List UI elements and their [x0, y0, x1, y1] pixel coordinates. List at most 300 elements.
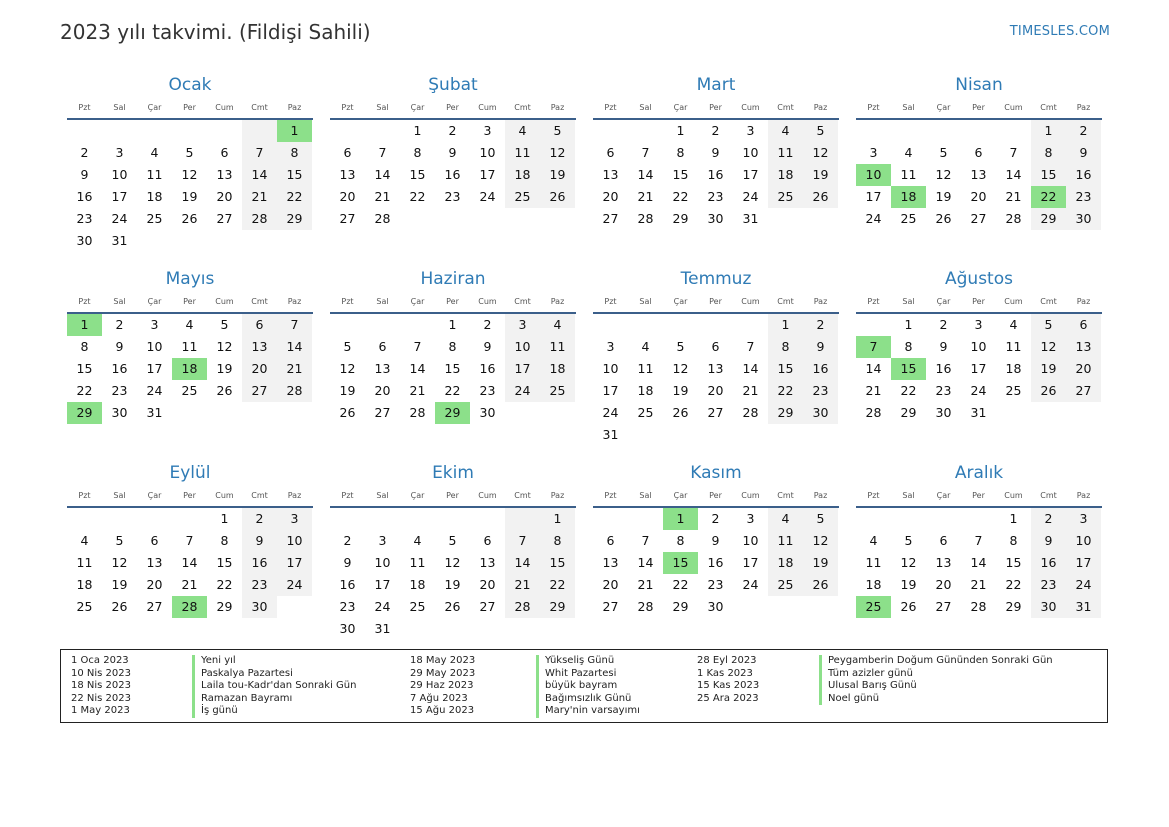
day-cell: 27	[216, 211, 233, 226]
day-cell: 8	[676, 533, 685, 548]
day-cell: 27	[1066, 380, 1101, 402]
day-cell: 18	[865, 577, 882, 592]
day-cell: 8	[1031, 142, 1066, 164]
month-name: Ağustos	[945, 269, 1013, 289]
empty-cell	[172, 508, 207, 530]
day-cell: 22	[768, 380, 803, 402]
month-calendar	[593, 461, 839, 655]
day-cell: 30	[707, 211, 724, 226]
weekday-label: Paz	[550, 103, 565, 112]
weekday-label: Çar	[673, 297, 688, 306]
day-cell: 17	[742, 167, 759, 182]
legend-holiday-name: Noel günü	[819, 693, 879, 706]
day-cell: 24	[479, 189, 496, 204]
weekday-label: Sal	[639, 297, 652, 306]
day-cell: 28	[1005, 211, 1022, 226]
day-cell: 23	[707, 577, 724, 592]
day-cell: 8	[904, 339, 913, 354]
day-cell: 5	[540, 120, 575, 142]
weekday-label: Cum	[1004, 491, 1023, 500]
empty-cell	[698, 314, 733, 336]
weekday-label: Pzt	[867, 103, 880, 112]
day-cell: 10	[505, 336, 540, 358]
weekday-label: Per	[709, 491, 722, 500]
weekday-label: Pzt	[78, 103, 91, 112]
day-cell: 4	[904, 145, 913, 160]
weekday-label: Cum	[741, 297, 760, 306]
day-cell: 19	[803, 164, 838, 186]
legend-holiday-name: Bağımsızlık Günü	[536, 693, 631, 706]
day-cell: 13	[935, 555, 952, 570]
day-cell: 5	[803, 508, 838, 530]
day-cell: 3	[974, 317, 983, 332]
legend-date: 1 Oca 2023	[71, 655, 129, 666]
day-cell: 11	[637, 361, 654, 376]
weekday-header	[67, 97, 313, 120]
empty-cell	[330, 314, 365, 336]
day-cell: 10	[742, 533, 759, 548]
day-cell: 1	[448, 317, 457, 332]
empty-cell	[856, 120, 891, 142]
holiday-day-cell: 1	[67, 314, 102, 336]
day-cell: 14	[742, 361, 759, 376]
weekday-label: Paz	[813, 297, 828, 306]
months-grid	[67, 73, 1102, 655]
day-cell: 27	[602, 599, 619, 614]
day-cell: 15	[277, 164, 312, 186]
day-grid	[67, 314, 313, 424]
day-cell: 31	[1066, 596, 1101, 618]
empty-cell	[365, 120, 400, 142]
day-cell: 1	[904, 317, 913, 332]
day-cell: 25	[76, 599, 93, 614]
weekday-label: Cum	[1004, 103, 1023, 112]
day-cell: 10	[742, 145, 759, 160]
day-cell: 17	[602, 383, 619, 398]
day-cell: 21	[374, 189, 391, 204]
day-cell: 20	[602, 577, 619, 592]
day-cell: 5	[185, 145, 194, 160]
day-cell: 20	[339, 189, 356, 204]
day-cell: 27	[707, 405, 724, 420]
weekday-label: Cum	[741, 491, 760, 500]
day-cell: 30	[707, 599, 724, 614]
weekday-label: Çar	[673, 491, 688, 500]
day-cell: 4	[869, 533, 878, 548]
day-cell: 30	[935, 405, 952, 420]
empty-cell	[628, 314, 663, 336]
day-cell: 2	[1031, 508, 1066, 530]
day-cell: 26	[803, 574, 838, 596]
day-cell: 10	[146, 339, 163, 354]
weekday-label: Cmt	[1040, 103, 1057, 112]
day-cell: 11	[409, 555, 426, 570]
legend-holiday-name: İş günü	[192, 705, 238, 718]
day-cell: 15	[409, 167, 426, 182]
day-cell: 4	[768, 120, 803, 142]
weekday-label: Paz	[1076, 297, 1091, 306]
day-cell: 25	[637, 405, 654, 420]
weekday-label: Cum	[741, 103, 760, 112]
day-cell: 6	[343, 145, 352, 160]
day-cell: 13	[602, 555, 619, 570]
day-cell: 16	[1066, 164, 1101, 186]
day-cell: 18	[540, 358, 575, 380]
day-cell: 20	[374, 383, 391, 398]
weekday-label: Cum	[215, 491, 234, 500]
weekday-label: Çar	[936, 103, 951, 112]
empty-cell	[663, 314, 698, 336]
holiday-day-cell: 25	[856, 596, 891, 618]
weekday-label: Sal	[902, 103, 915, 112]
day-cell: 4	[185, 317, 194, 332]
day-cell: 16	[111, 361, 128, 376]
day-grid	[593, 120, 839, 230]
legend-date: 15 Ağu 2023	[410, 705, 475, 717]
day-cell: 25	[768, 186, 803, 208]
legend-date: 25 Ara 2023	[697, 692, 759, 704]
day-cell: 6	[1066, 314, 1101, 336]
weekday-label: Cmt	[514, 297, 531, 306]
day-cell: 1	[413, 123, 422, 138]
legend-date: 1 Kas 2023	[697, 667, 753, 679]
day-cell: 17	[505, 358, 540, 380]
day-cell: 15	[444, 361, 461, 376]
legend-holiday-name: Ramazan Bayramı	[192, 693, 292, 706]
month-calendar	[856, 73, 1102, 267]
empty-cell	[628, 120, 663, 142]
weekday-label: Sal	[902, 491, 915, 500]
day-cell: 26	[672, 405, 689, 420]
legend-date: 29 May 2023	[410, 667, 476, 679]
weekday-label: Sal	[639, 103, 652, 112]
legend-holiday-name: Peygamberin Doğum Gününden Sonraki Gün	[819, 655, 1053, 668]
day-cell: 13	[374, 361, 391, 376]
empty-cell	[856, 314, 891, 336]
day-cell: 6	[150, 533, 159, 548]
weekday-label: Cmt	[777, 103, 794, 112]
day-cell: 30	[803, 402, 838, 424]
weekday-label: Per	[446, 297, 459, 306]
day-cell: 27	[970, 211, 987, 226]
month-name: Kasım	[690, 463, 742, 483]
empty-cell	[67, 508, 102, 530]
day-cell: 13	[707, 361, 724, 376]
day-cell: 22	[76, 383, 93, 398]
weekday-header	[330, 97, 576, 120]
day-cell: 26	[444, 599, 461, 614]
day-cell: 22	[1005, 577, 1022, 592]
day-cell: 31	[970, 405, 987, 420]
holiday-day-cell: 28	[172, 596, 207, 618]
day-cell: 8	[277, 142, 312, 164]
empty-cell	[891, 120, 926, 142]
day-cell: 23	[479, 383, 496, 398]
weekday-label: Cmt	[251, 297, 268, 306]
day-cell: 18	[76, 577, 93, 592]
day-cell: 21	[637, 189, 654, 204]
day-cell: 6	[974, 145, 983, 160]
month-name: Aralık	[954, 463, 1004, 483]
month-name: Mart	[696, 75, 736, 95]
weekday-label: Sal	[902, 297, 915, 306]
day-cell: 14	[970, 555, 987, 570]
day-cell: 31	[742, 211, 759, 226]
day-cell: 14	[637, 555, 654, 570]
day-cell: 18	[146, 189, 163, 204]
day-cell: 11	[540, 336, 575, 358]
empty-cell	[365, 314, 400, 336]
day-cell: 7	[974, 533, 983, 548]
weekday-label: Cmt	[514, 491, 531, 500]
day-cell: 8	[1009, 533, 1018, 548]
day-grid	[856, 314, 1102, 424]
day-cell: 29	[1005, 599, 1022, 614]
day-cell: 16	[707, 167, 724, 182]
day-cell: 27	[374, 405, 391, 420]
day-cell: 25	[1005, 383, 1022, 398]
day-grid	[330, 120, 576, 230]
weekday-label: Pzt	[867, 491, 880, 500]
day-grid	[856, 120, 1102, 230]
day-cell: 1	[220, 511, 229, 526]
day-cell: 22	[672, 577, 689, 592]
day-cell: 25	[181, 383, 198, 398]
day-cell: 19	[900, 577, 917, 592]
day-cell: 5	[676, 339, 685, 354]
day-cell: 2	[939, 317, 948, 332]
weekday-label: Per	[183, 103, 196, 112]
weekday-label: Cmt	[1040, 297, 1057, 306]
weekday-label: Pzt	[867, 297, 880, 306]
day-cell: 20	[602, 189, 619, 204]
day-cell: 16	[479, 361, 496, 376]
day-cell: 31	[374, 621, 391, 636]
weekday-label: Çar	[936, 491, 951, 500]
weekday-label: Çar	[673, 103, 688, 112]
day-cell: 9	[242, 530, 277, 552]
day-cell: 8	[768, 336, 803, 358]
weekday-label: Cmt	[251, 103, 268, 112]
day-cell: 24	[742, 189, 759, 204]
legend-holiday-name: Yükseliş Günü	[536, 655, 614, 668]
day-cell: 13	[1066, 336, 1101, 358]
day-cell: 20	[707, 383, 724, 398]
month-name: Ekim	[432, 463, 474, 483]
day-cell: 11	[1005, 339, 1022, 354]
day-cell: 28	[637, 211, 654, 226]
day-grid	[593, 508, 839, 618]
day-cell: 3	[746, 123, 755, 138]
day-cell: 26	[540, 186, 575, 208]
weekday-label: Paz	[813, 491, 828, 500]
day-grid	[593, 314, 839, 446]
weekday-label: Cmt	[251, 491, 268, 500]
legend-holiday-name: Laila tou-Kadr'dan Sonraki Gün	[192, 680, 356, 693]
day-cell: 16	[444, 167, 461, 182]
day-cell: 9	[1066, 142, 1101, 164]
weekday-label: Per	[446, 103, 459, 112]
day-cell: 22	[900, 383, 917, 398]
weekday-label: Paz	[287, 103, 302, 112]
day-cell: 2	[115, 317, 124, 332]
day-cell: 12	[672, 361, 689, 376]
day-cell: 5	[803, 120, 838, 142]
day-cell: 11	[768, 530, 803, 552]
day-cell: 10	[277, 530, 312, 552]
day-cell: 12	[1031, 336, 1066, 358]
day-cell: 27	[146, 599, 163, 614]
weekday-label: Per	[183, 491, 196, 500]
day-cell: 21	[181, 577, 198, 592]
day-cell: 20	[242, 358, 277, 380]
day-cell: 13	[146, 555, 163, 570]
day-cell: 24	[374, 599, 391, 614]
day-cell: 28	[277, 380, 312, 402]
day-cell: 5	[115, 533, 124, 548]
day-cell: 29	[672, 599, 689, 614]
day-cell: 29	[1031, 208, 1066, 230]
day-cell: 13	[602, 167, 619, 182]
weekday-header	[856, 291, 1102, 314]
empty-cell	[593, 314, 628, 336]
holiday-day-cell: 18	[172, 358, 207, 380]
empty-cell	[435, 508, 470, 530]
day-cell: 23	[803, 380, 838, 402]
day-cell: 18	[505, 164, 540, 186]
empty-cell	[207, 120, 242, 142]
day-cell: 11	[146, 167, 163, 182]
day-cell: 21	[865, 383, 882, 398]
day-cell: 26	[111, 599, 128, 614]
day-cell: 15	[768, 358, 803, 380]
day-cell: 5	[1031, 314, 1066, 336]
day-cell: 25	[900, 211, 917, 226]
day-cell: 21	[1005, 189, 1022, 204]
weekday-header	[593, 97, 839, 120]
weekday-label: Sal	[113, 491, 126, 500]
day-cell: 18	[768, 552, 803, 574]
day-cell: 23	[444, 189, 461, 204]
weekday-label: Cum	[478, 103, 497, 112]
day-cell: 26	[181, 211, 198, 226]
weekday-label: Cum	[215, 103, 234, 112]
day-cell: 6	[378, 339, 387, 354]
day-cell: 19	[181, 189, 198, 204]
day-cell: 11	[900, 167, 917, 182]
day-cell: 17	[277, 552, 312, 574]
day-cell: 17	[865, 189, 882, 204]
day-cell: 11	[505, 142, 540, 164]
day-cell: 29	[540, 596, 575, 618]
legend-date: 18 Nis 2023	[71, 680, 131, 692]
day-cell: 15	[1005, 555, 1022, 570]
day-cell: 4	[1009, 317, 1018, 332]
day-cell: 20	[216, 189, 233, 204]
day-cell: 27	[602, 211, 619, 226]
day-cell: 9	[1031, 530, 1066, 552]
weekday-label: Per	[446, 491, 459, 500]
weekday-label: Pzt	[341, 297, 354, 306]
day-cell: 25	[409, 599, 426, 614]
legend-holiday-name: Ulusal Barış Günü	[819, 680, 917, 693]
empty-cell	[330, 508, 365, 530]
weekday-label: Pzt	[604, 491, 617, 500]
day-cell: 2	[711, 123, 720, 138]
day-cell: 7	[641, 533, 650, 548]
weekday-label: Çar	[410, 103, 425, 112]
day-cell: 16	[1031, 552, 1066, 574]
day-cell: 17	[146, 361, 163, 376]
weekday-label: Sal	[113, 103, 126, 112]
weekday-label: Pzt	[604, 103, 617, 112]
day-cell: 7	[378, 145, 387, 160]
month-calendar	[856, 267, 1102, 461]
month-name: Nisan	[955, 75, 1003, 95]
legend-date: 18 May 2023	[410, 655, 476, 666]
day-cell: 17	[1066, 552, 1101, 574]
day-cell: 3	[378, 533, 387, 548]
day-cell: 29	[277, 208, 312, 230]
empty-cell	[961, 508, 996, 530]
day-cell: 23	[1031, 574, 1066, 596]
day-cell: 24	[1066, 574, 1101, 596]
day-cell: 3	[606, 339, 615, 354]
weekday-label: Pzt	[341, 103, 354, 112]
day-cell: 27	[935, 599, 952, 614]
empty-cell	[102, 508, 137, 530]
day-cell: 6	[606, 145, 615, 160]
month-calendar	[67, 73, 313, 267]
day-cell: 24	[277, 574, 312, 596]
brand-link[interactable]: TIMESLES.COM	[1009, 24, 1110, 39]
day-cell: 1	[768, 314, 803, 336]
weekday-header	[67, 291, 313, 314]
empty-cell	[628, 508, 663, 530]
day-cell: 2	[242, 508, 277, 530]
day-cell: 10	[111, 167, 128, 182]
day-cell: 17	[111, 189, 128, 204]
weekday-label: Sal	[639, 491, 652, 500]
weekday-header	[330, 485, 576, 508]
day-cell: 28	[742, 405, 759, 420]
day-cell: 24	[970, 383, 987, 398]
day-cell: 4	[505, 120, 540, 142]
day-cell: 5	[220, 317, 229, 332]
day-cell: 13	[339, 167, 356, 182]
day-cell: 4	[80, 533, 89, 548]
day-cell: 7	[746, 339, 755, 354]
day-cell: 16	[76, 189, 93, 204]
day-cell: 14	[277, 336, 312, 358]
day-cell: 16	[935, 361, 952, 376]
day-cell: 22	[444, 383, 461, 398]
day-cell: 1	[1009, 511, 1018, 526]
day-cell: 5	[939, 145, 948, 160]
empty-cell	[470, 508, 505, 530]
day-cell: 4	[150, 145, 159, 160]
day-cell: 25	[146, 211, 163, 226]
holiday-day-cell: 29	[67, 402, 102, 424]
day-cell: 3	[869, 145, 878, 160]
month-name: Temmuz	[680, 269, 752, 289]
day-cell: 16	[707, 555, 724, 570]
weekday-label: Çar	[410, 491, 425, 500]
day-cell: 13	[970, 167, 987, 182]
weekday-label: Paz	[1076, 491, 1091, 500]
holiday-day-cell: 7	[856, 336, 891, 358]
weekday-header	[67, 485, 313, 508]
